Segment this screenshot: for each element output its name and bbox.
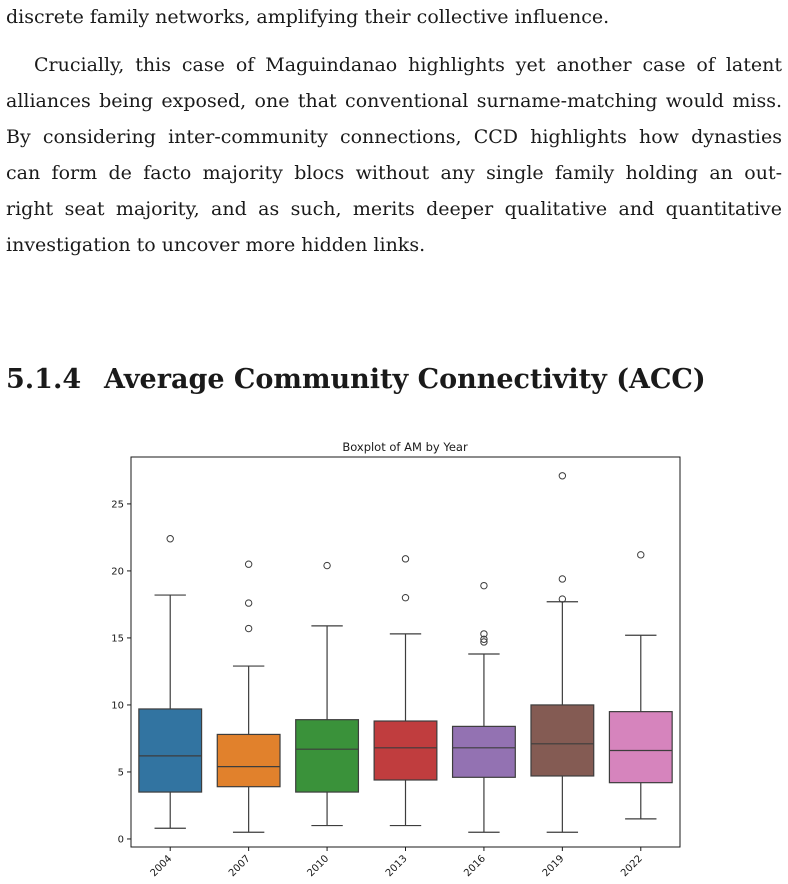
paragraph-line: can form de facto majority blocs without any single family holding an out- <box>6 162 782 184</box>
box-2013 <box>374 556 437 826</box>
x-axis <box>149 847 645 879</box>
chart-title: Boxplot of AM by Year <box>342 440 468 454</box>
box-2022 <box>609 552 672 819</box>
paragraph-line: alliances being exposed, one that conventional surname-matching would miss. <box>6 90 782 112</box>
x-tick-label: 2010 <box>305 853 332 880</box>
section-number: 5.1.4 <box>6 364 82 395</box>
boxplot-figure <box>90 432 690 884</box>
box-2019 <box>531 473 594 833</box>
box-iqr <box>296 720 359 792</box>
paragraph-line: investigation to uncover more hidden links. <box>6 234 426 256</box>
y-tick-label: 25 <box>111 499 124 511</box>
x-tick-label: 2016 <box>462 853 489 880</box>
box-2007 <box>217 561 280 832</box>
x-tick-label: 2004 <box>148 853 175 880</box>
outlier-point <box>167 536 173 542</box>
box-2010 <box>296 562 359 825</box>
boxes <box>139 473 672 833</box>
paragraph-line: discrete family networks, amplifying their collective influence. <box>6 6 610 28</box>
outlier-point <box>245 600 251 606</box>
x-tick-label: 2019 <box>540 853 567 880</box>
outlier-point <box>402 595 408 601</box>
box-iqr <box>139 709 202 792</box>
paragraph-line: right seat majority, and as such, merits deeper qualitative and quantitative <box>6 198 782 220</box>
x-tick-label: 2013 <box>383 853 410 880</box>
outlier-point <box>638 552 644 558</box>
box-iqr <box>531 705 594 776</box>
box-2004 <box>139 536 202 829</box>
y-tick-label: 5 <box>117 767 124 779</box>
section-heading <box>6 360 706 400</box>
y-tick-label: 10 <box>111 700 124 712</box>
x-tick-label: 2022 <box>619 853 645 880</box>
box-iqr <box>453 726 516 777</box>
section-title: Average Community Connectivity (ACC) <box>104 364 706 395</box>
outlier-point <box>324 562 330 568</box>
outlier-point <box>402 556 408 562</box>
x-tick-label: 2007 <box>226 853 253 880</box>
paragraph-line: By considering inter-community connections, CCD highlights how dynasties <box>6 126 782 148</box>
box-iqr <box>217 734 280 786</box>
y-tick-label: 20 <box>111 566 124 578</box>
boxplot-chart <box>90 432 690 884</box>
outlier-point <box>481 582 487 588</box>
box-iqr <box>609 712 672 783</box>
outlier-point <box>245 561 251 567</box>
paragraph-continuation <box>6 0 782 35</box>
y-axis <box>111 499 131 845</box>
paragraph-line: Crucially, this case of Maguindanao highlights yet another case of latent <box>34 54 782 76</box>
box-iqr <box>374 721 437 780</box>
outlier-point <box>559 576 565 582</box>
outlier-point <box>559 473 565 479</box>
box-2016 <box>453 582 516 832</box>
paragraph-maguindanao <box>6 47 782 263</box>
outlier-point <box>245 625 251 631</box>
y-tick-label: 15 <box>111 633 124 645</box>
y-tick-label: 0 <box>117 834 124 846</box>
